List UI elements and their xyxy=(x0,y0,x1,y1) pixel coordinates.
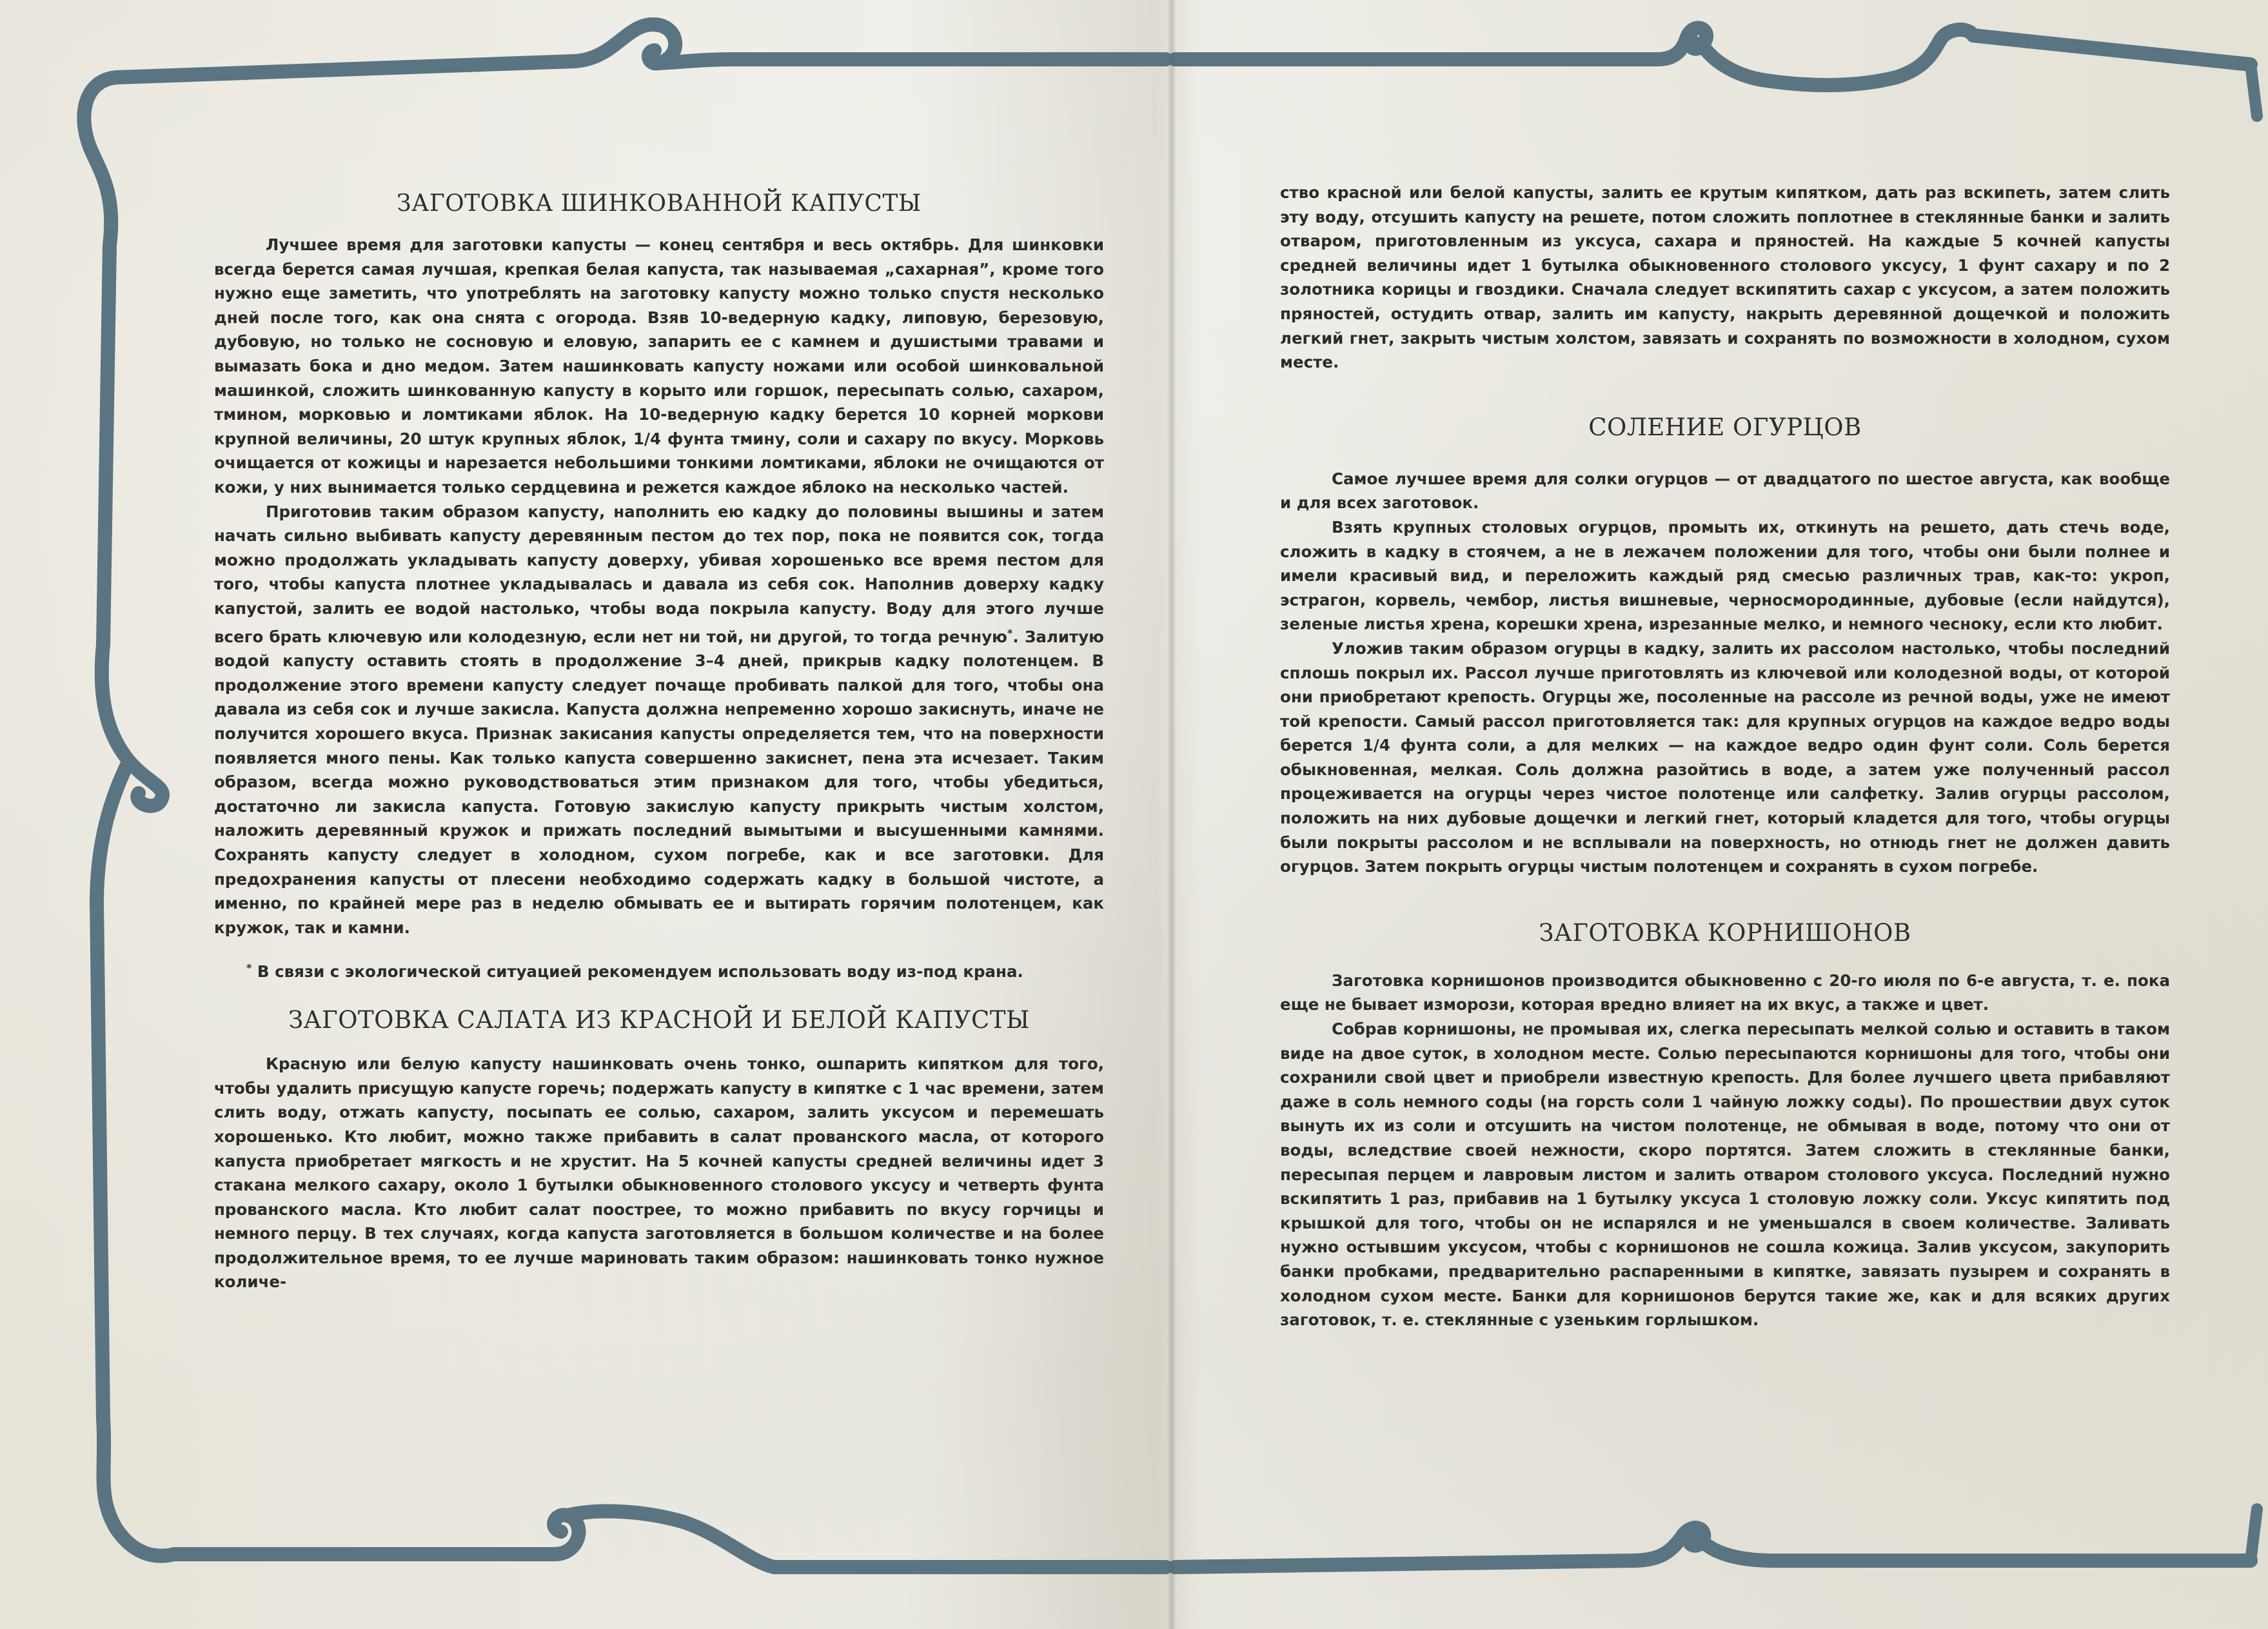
footnote-mark: * xyxy=(246,962,252,974)
cabbage-paragraph-2-end: . Залитую водой капусту оставить стоять в продолжение 3–4 дней, прикрыв кадку полотенцем. В продолжение этого времени капусту следует почаще пробивать палкой для того, чтобы она давала из себя сок и лучше закисла. Капуста должна непременно хорошо закиснуть, иначе не получится хорошего вкуса. Признак закисания капусты определяется тем, что на поверхности появляется много пены. Как только капуста совершенно закиснет, пена эта исчезает. Таким образом, всегда можно руководствоваться этим признаком для того, чтобы убедиться, достаточно ли закисла капуста. Готовую закислую капусту прикрыть чистым холстом, наложить деревянный кружок и прижать последний вымытыми и высушенными камнями. Сохранять капусту следует в холодном, сухом погребе, как и все заготовки. Для предохранения капусты от плесени необходимо содержать кадку в большой чистоте, а именно, по крайней мере раз в неделю обмывать ее и вытирать горячим полотенцем, как кружок, так и камни. xyxy=(214,627,1104,937)
cucumbers-paragraph-3: Уложив таким образом огурцы в кадку, залить их рассолом настолько, чтобы последний сплошь покрыл их. Рассол лучше приготовлять из ключевой или колодезной воды, от которой они приобретают крепость. Огурцы же, посоленные на рассоле из речной воды, уже не имеют той крепости. Самый рассол приготовляется так: для крупных огурцов на каждое ведро воды берется 1/4 фунта соли, а для мелких — на каждое ведро один фунт соли. Соль берется обыкновенная, мелкая. Соль должна разойтись в воде, а затем уже полученный рассол процеживается на огурцы через чистое полотенце или салфетку. Залив огурцы рассолом, положить на них дубовые дощечки и легкий гнет, который кладется для того, чтобы огурцы были покрыты рассолом и не всплывали на поверхность, но отнюдь гнет не должен давить огурцов. Затем покрыть огурцы чистым полотенцем и сохранять в сухом погребе. xyxy=(1280,638,2170,876)
cucumbers-paragraph-2: Взять крупных столовых огурцов, промыть их, откинуть на решето, дать стечь воде, сложить в кадку в стоячем, а не в лежачем положении для того, чтобы они были полнее и имели красивый вид, и переложить каждый ряд смесью различных трав, как-то: укроп, эстрагон, корвель, чембор, листья вишневые, черносмородинные, дубовые (если найдутся), зеленые листья хрена, корешки хрена, изрезанные мелко, и немного чесноку, если кто любит. xyxy=(1280,517,2170,634)
right-page-column xyxy=(1280,181,2170,1445)
cucumbers-heading: СОЛЕНИЕ ОГУРЦОВ xyxy=(1588,413,1862,441)
frame-top-left xyxy=(116,25,1166,77)
frame-right-edge xyxy=(2251,64,2257,1561)
footnote xyxy=(214,956,1104,984)
salad-paragraph-1: Красную или белую капусту нашинковать очень тонко, ошпарить кипятком для того, чтобы удалить присущую капусте горечь; подержать капусту в кипятке с 1 час времени, затем слить воду, отжать капусту, посыпать ее солью, сахаром, залить уксусом и перемешать хорошенько. Кто любит, можно также прибавить в салат прованского масла, от которого капуста приобретает мягкость и не хрустит. На 5 кочней капусты средней величины идет 3 стакана мелкого сахару, около 1 бутылки обыкновенного столового уксусу и четверть фунта прованского масла. Кто любит салат поострее, то можно прибавить по вкусу горчицы и немного перцу. В тех случаях, когда капуста заготовляется в большом количестве и на более продолжительное время, то ее лучше мариновать таким образом: нашинковать тонко нужное количе- xyxy=(214,1054,1104,1292)
cabbage-paragraph-2 xyxy=(214,500,1104,940)
page-fold xyxy=(1167,0,1176,1629)
footnote-ref-mark: * xyxy=(1007,626,1013,639)
frame-left-side xyxy=(84,77,174,1556)
gherkins-paragraph-2: Собрав корнишоны, не промывая их, слегка пересыпать мелкой солью и оставить в таком виде на двое суток, в холодном месте. Солью пересыпаются корнишоны для того, чтобы они сохранили свой цвет и приобрели известную крепость. Для более лучшего цвета прибавляют даже в соль немного соды (на горсть соли 1 чайную ложку соды). По прошествии двух суток вынуть их из соли и отсушить на чистом полотенце, не обмывая в воде, потому что они от воды, вследствие своей нежности, скоро портятся. Затем сложить в стеклянные банки, пересыпая перцем и лавровым листом и залить отваром столового уксуса. Последний нужно вскипятить 1 раз, прибавив на 1 бутылку уксуса 1 столовую ложку соли. Уксус кипятить под крышкой для того, чтобы он не испарялся и не уменьшался в своем количестве. Заливать нужно остывшим уксусом, чтобы с корнишонов не сошла кожица. Залив уксусом, закупорить банки пробками, предварительно распаренными в кипятке, завязать пузырем и сохранять в холодном сухом месте. Банки для корнишонов берутся такие же, как и для всяких других заготовок, т. е. стеклянные с узеньким горлышком. xyxy=(1280,1020,2170,1330)
cabbage-heading: ЗАГОТОВКА ШИНКОВАННОЙ КАПУСТЫ xyxy=(397,190,922,217)
gherkins-heading: ЗАГОТОВКА КОРНИШОНОВ xyxy=(1539,918,1911,947)
salad-continuation: ство красной или белой капусты, залить ее крутым кипятком, дать раз вскипеть, затем слить эту воду, отсушить капусту на решете, потом сложить поплотнее в стеклянные банки и залить отваром, приготовленным из уксуса, сахара и пряностей. На каждые 5 кочней капусты средней величины идет 1 бутылка обыкновенного столового уксусу, 1 фунт сахару и по 2 золотника корицы и гвоздики. Сначала следует вскипятить сахар с уксусом, а затем положить пряностей, остудить отвар, залить им капусту, накрыть деревянной дощечкой и положить легкий гнет, закрыть чистым холстом, завязать и сохранять по возможности в холодном, сухом месте. xyxy=(1280,183,2170,372)
footnote-text: В связи с экологической ситуацией рекомендуем использовать воду из-под крана. xyxy=(251,962,1023,982)
gherkins-paragraph-1: Заготовка корнишонов производится обыкновенно с 20-го июля по 6-е августа, т. е. пока еще не бывает изморози, которая вредно влияет на их вкус, а также и цвет. xyxy=(1280,971,2170,1014)
left-page-column xyxy=(214,181,1104,1445)
frame-bottom xyxy=(174,1511,2251,1567)
cucumbers-paragraph-1: Самое лучшее время для солки огурцов — от двадцатого по шестое августа, как вообще и для всех заготовок. xyxy=(1280,469,2170,513)
salad-heading: ЗАГОТОВКА САЛАТА ИЗ КРАСНОЙ И БЕЛОЙ КАПУСТЫ xyxy=(288,1006,1030,1034)
cabbage-paragraph-1: Лучшее время для заготовки капусты — конец сентября и весь октябрь. Для шинковки всегда берется самая лучшая, крепкая белая капуста, так называемая „сахарная”, кроме того нужно еще заметить, что употреблять на заготовку капусту можно только спустя несколько дней после того, как она снята с огорода. Взяв 10-ведерную кадку, липовую, березовую, дубовую, но только не сосновую и еловую, запарить ее с камнем и душистыми травами и вымазать бока и дно медом. Затем нашинковать капусту ножами или особой шинковальной машинкой, сложить шинкованную капусту в корыто или горшок, пересыпать солью, сахаром, тмином, морковью и ломтиками яблок. На 10-ведерную кадку берется 10 корней моркови крупной величины, 20 штук крупных яблок, 1/4 фунта тмину, соли и сахару по вкусу. Морковь очищается от кожицы и нарезается небольшими тонкими ломтиками, яблоки не очищаются от кожи, у них вынимается только сердцевина и режется каждое яблоко на несколько частей. xyxy=(214,235,1104,497)
frame-top-right xyxy=(1175,28,2251,85)
cabbage-paragraph-2-start: Приготовив таким образом капусту, наполнить ею кадку до половины вышины и затем начать сильно выбивать капусту деревянным пестом до тех пор, пока не появится сок, тогда можно продолжать укладывать капусту доверху, убивая хорошенько все время пестом для того, чтобы капуста плотнее укладывалась и давала из себя сок. Наполнив доверху кадку капустой, залить ее водой настолько, чтобы вода покрыла капусту. Воду для этого лучше всего брать ключевую или колодезную, если нет ни той, ни другой, то тогда речную xyxy=(214,502,1104,646)
